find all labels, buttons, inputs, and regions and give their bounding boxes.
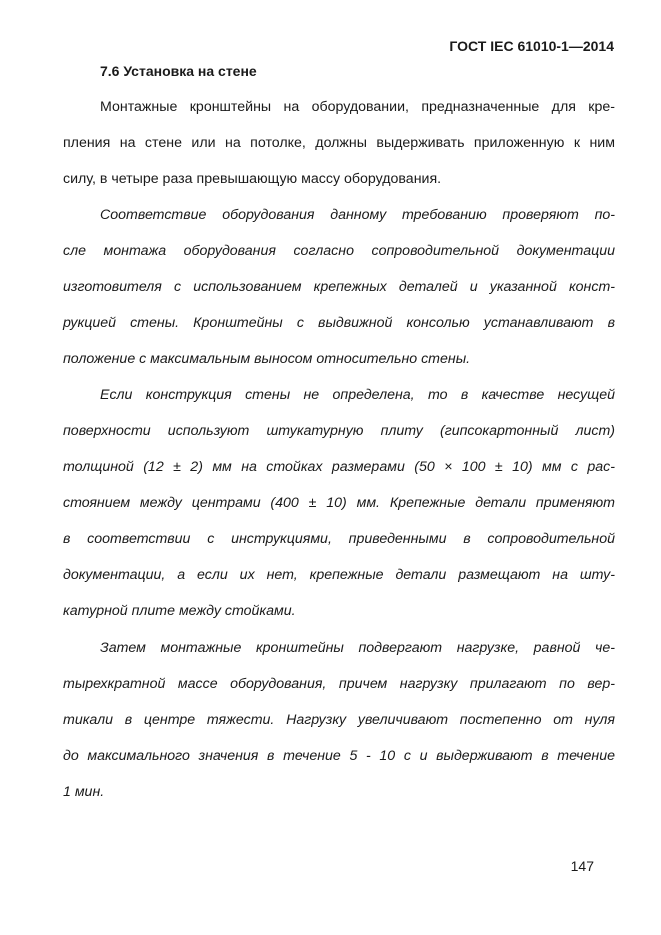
page-number: 147 <box>570 858 594 874</box>
text-line: документации, а если их нет, крепежные детали размещают на шту- <box>63 567 615 583</box>
text-line: пления на стене или на потолке, должны выдерживать приложенную к ним <box>63 135 615 151</box>
text-line: стоянием между центрами (400 ± 10) мм. Крепежные детали применяют <box>63 495 615 511</box>
text-line: тикали в центре тяжести. Нагрузку увеличивают постепенно от нуля <box>63 712 615 728</box>
text-line: 1 мин. <box>63 784 105 800</box>
text-line: силу, в четыре раза превышающую массу оборудования. <box>63 171 442 187</box>
text-line: рукцией стены. Кронштейны с выдвижной консолью устанавливают в <box>63 315 615 331</box>
text-line: Соответствие оборудования данному требованию проверяют по- <box>100 207 615 223</box>
text-line: в соответствии с инструкциями, приведенными в сопроводительной <box>63 531 615 547</box>
text-line: тырехкратной массе оборудования, причем нагрузку прилагают по вер- <box>63 676 615 692</box>
paragraph-compliance-check <box>63 205 615 385</box>
text-line: до максимального значения в течение 5 - 10 с и выдерживают в течение <box>63 748 615 764</box>
text-line: положение с максимальным выносом относительно стены. <box>63 351 471 367</box>
text-line: Если конструкция стены не определена, то в качестве несущей <box>100 387 615 403</box>
text-line: катурной плите между стойками. <box>63 603 296 619</box>
paragraph-load-test <box>63 638 615 818</box>
text-line: Затем монтажные кронштейны подвергают нагрузке, равной че- <box>100 640 615 656</box>
paragraph-requirement <box>63 97 615 205</box>
text-line: поверхности используют штукатурную плиту (гипсокартонный лист) <box>63 423 615 439</box>
document-header-standard: ГОСТ IEC 61010-1—2014 <box>449 38 614 54</box>
text-line: Монтажные кронштейны на оборудовании, предназначенные для кре- <box>100 99 615 115</box>
text-line: сле монтажа оборудования согласно сопроводительной документации <box>63 243 615 259</box>
paragraph-wall-construction <box>63 385 615 637</box>
text-line: изготовителя с использованием крепежных деталей и указанной конст- <box>63 279 615 295</box>
text-line: толщиной (12 ± 2) мм на стойках размерами (50 × 100 ± 10) мм с рас- <box>63 459 615 475</box>
section-title: 7.6 Установка на стене <box>100 63 257 79</box>
